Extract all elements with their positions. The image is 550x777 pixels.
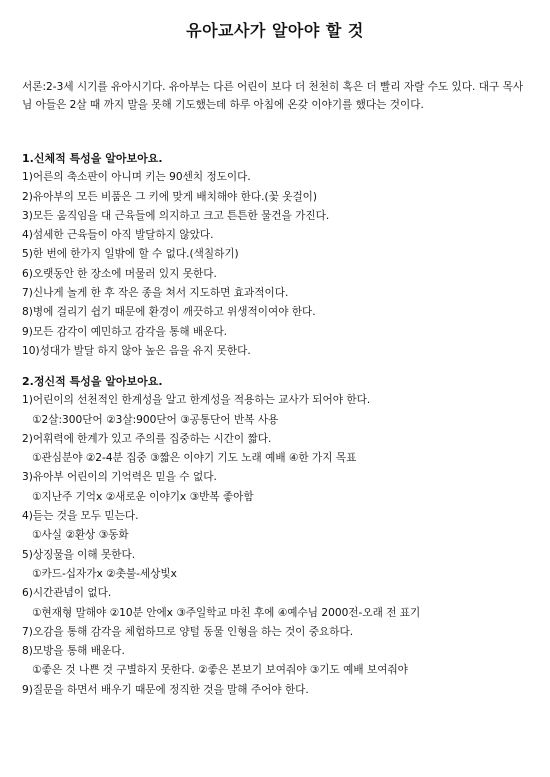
list-item: 7)신나게 놀게 한 후 작은 종을 쳐서 지도하면 효과적이다. <box>22 287 289 300</box>
list-subitem: ①현재형 말해야 ②10분 안에x ③주일학교 마친 후에 ④예수님 2000전-오래 전 표기 <box>32 606 421 619</box>
intro-text: 서론:2-3세 시기를 유아시기다. 유아부는 다른 어린이 보다 더 천천히 혹은 더 빨리 자랄 수도 있다. 대구 목사님 아들은 2살 때 까지 말을 못해 기도했는데 하루 아침에 온갖 이야기를 했다는 것이다. <box>22 81 524 111</box>
list-subitem: ①관심분야 ②2-4분 집중 ③짧은 이야기 기도 노래 예배 ④한 가지 목표 <box>32 452 357 465</box>
document-title: 유아교사가 알아야 할 것 <box>186 21 364 40</box>
list-item: 4)섬세한 근육들이 아직 발달하지 않았다. <box>22 229 214 242</box>
list-item: 10)성대가 발달 하지 않아 높은 음을 유지 못한다. <box>22 344 251 357</box>
list-subitem: ①2살:300단어 ②3살:900단어 ③공통단어 반복 사용 <box>32 413 279 426</box>
list-item: 4)듣는 것을 모두 믿는다. <box>22 510 139 523</box>
list-item: 5)상징물을 이해 못한다. <box>22 548 136 561</box>
list-subitem: ①사실 ②환상 ③동화 <box>32 529 129 542</box>
intro-paragraph <box>22 79 530 114</box>
list-item: 2)유아부의 모든 비품은 그 키에 맞게 배치해야 한다.(꽃 옷걸이) <box>22 190 318 203</box>
list-subitem: ①카드-십자가x ②촛불-세상빛x <box>32 567 177 580</box>
section-heading: 1.신체적 특성을 알아보아요. <box>22 152 163 165</box>
list-item: 8)모방을 통해 배운다. <box>22 645 125 658</box>
list-item: 3)유아부 어린이의 기억력은 믿을 수 없다. <box>22 471 217 484</box>
list-item: 8)병에 걸리기 쉽기 때문에 환경이 깨끗하고 위생적이여야 한다. <box>22 306 316 319</box>
section-heading: 2.정신적 특성을 알아보아요. <box>22 375 163 388</box>
list-item: 7)오감을 통해 감각을 체험하므로 양털 동물 인형을 하는 것이 중요하다. <box>22 625 354 638</box>
list-item: 6)시간관념이 없다. <box>22 587 112 600</box>
list-item: 9)질문을 하면서 배우기 때문에 정직한 것을 말해 주어야 한다. <box>22 683 309 696</box>
list-item: 1)어른의 축소판이 아니며 키는 90센치 정도이다. <box>22 171 251 184</box>
list-item: 3)모든 움직임을 대 근육들에 의지하고 크고 튼튼한 물건을 가진다. <box>22 209 330 222</box>
list-subitem: ①지난주 기억x ②새로운 이야기x ③반복 좋아함 <box>32 490 254 503</box>
list-item: 6)오랫동안 한 장소에 머물러 있지 못한다. <box>22 267 217 280</box>
mental-traits-section <box>22 372 532 700</box>
list-subitem: ①좋은 것 나쁜 것 구별하지 못한다. ②좋은 본보기 보여줘야 ③기도 예배 보여줘야 <box>32 664 408 677</box>
list-item: 9)모든 감각이 예민하고 감각을 통해 배운다. <box>22 325 228 338</box>
list-item: 1)어린이의 선천적인 한계성을 알고 한계성을 적용하는 교사가 되어야 한다. <box>22 394 371 407</box>
list-item: 5)한 번에 한가지 일밖에 할 수 없다.(색칠하기) <box>22 248 239 261</box>
physical-traits-section <box>22 149 532 361</box>
list-item: 2)어휘력에 한계가 있고 주의를 집중하는 시간이 짧다. <box>22 432 272 445</box>
